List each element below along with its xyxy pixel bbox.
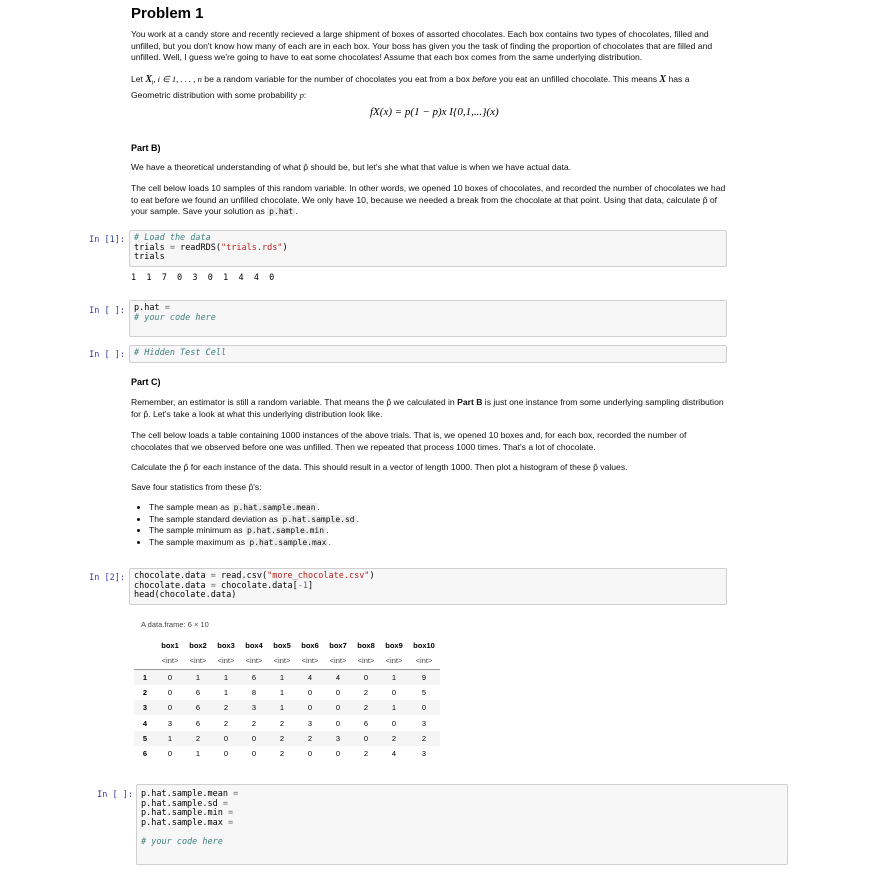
code-cell-p-hat[interactable]: p.hat = # your code here [129, 300, 727, 337]
row-name: 2 [142, 688, 148, 698]
table-cell: 0 [335, 688, 341, 698]
intro-paragraph: You work at a candy store and recently recieved a large shipment of boxes of assorted chocolates. Each box contains two types of chocolates, filled and unfilled, but you don't know how many of each are in each box. Your boss has given you the task of finding the proportion of chocolates that are filled and unfilled. Well, I guess we're going to have to eat some chocolates! Assume that each box comes from the same underlying distribution. [131, 29, 713, 62]
cell-1-prompt: In [1]: [89, 235, 125, 245]
random-variable-paragraph: Let $X_i$, i ∈ 1, . . . , n be a random variable for the number of chocolates you eat from a box before you eat an unfilled chocolate. This means X has a Geometric distribution with some probability p: [131, 74, 690, 101]
table-cell: 0 [324, 700, 352, 715]
table-cell: 3 [324, 731, 352, 746]
part-c-paragraph-1: Remember, an estimator is still a random variable. That means the p̂ we calculated in Part B is just one instance from some underlying sampling distribution for p̂. Let's take a look at what this underlying distribution look like. [131, 397, 724, 419]
table-cell: 2 [408, 731, 440, 746]
column-header: box6 [301, 641, 319, 651]
column-header: box2 [189, 641, 207, 651]
table-cell: 1 [156, 731, 184, 746]
table-cell: 2 [296, 731, 324, 746]
table-cell: 0 [223, 749, 229, 759]
table-cell: 2 [380, 731, 408, 746]
part-b-paragraph-1: We have a theoretical understanding of what p̂ should be, but let's she what that value is when we have actual data. [131, 162, 572, 172]
code-cell-load-chocolate[interactable]: chocolate.data = read.csv("more_chocolate.csv") chocolate.data = chocolate.data[-1] head(chocolate.data) [129, 568, 727, 605]
part-c-paragraph-2: The cell below loads a table containing 1000 instances of the above trials. That is, we opened 10 boxes and, for each box, recorded the number of chocolates that we observed before one was unfilled. Then we repeated that process 1000 times. That's a lot of chocolate. [131, 430, 687, 452]
table-cell: 2 [279, 718, 285, 728]
table-cell: 0 [167, 688, 173, 698]
dataframe-table-wrap [134, 638, 440, 761]
table-row [134, 715, 440, 730]
column-type: <int> [352, 653, 380, 669]
cell-4-prompt: In [2]: [89, 573, 125, 583]
column-header: box10 [413, 641, 435, 651]
table-row [134, 731, 440, 746]
table-cell: 2 [279, 749, 285, 759]
column-type: <int> [380, 653, 408, 669]
column-header: box4 [245, 641, 263, 651]
table-cell: 4 [296, 669, 324, 685]
table-header-row [134, 638, 440, 653]
table-cell: 2 [352, 700, 380, 715]
table-cell: 1 [212, 669, 240, 685]
table-cell: 6 [184, 700, 212, 715]
column-type: <int> [268, 653, 296, 669]
part-c-heading: Part C) [131, 377, 161, 387]
types-corner [134, 653, 156, 669]
table-corner [134, 638, 156, 653]
table-types-row [134, 653, 440, 669]
table-row [134, 700, 440, 715]
column-header: box1 [161, 641, 179, 651]
statistics-list [131, 502, 726, 548]
cell-1-output: 1 1 7 0 3 0 1 4 4 0 [131, 273, 275, 283]
cell-5-prompt: In [ ]: [97, 790, 133, 800]
table-cell: 1 [268, 700, 296, 715]
table-cell: 4 [391, 749, 397, 759]
list-item: • The sample maximum as p.hat.sample.max . [149, 537, 726, 549]
part-b-heading: Part B) [131, 143, 161, 153]
table-cell: 3 [421, 718, 427, 728]
cell-2-prompt: In [ ]: [89, 306, 125, 316]
table-cell: 0 [408, 700, 440, 715]
table-cell: 0 [156, 700, 184, 715]
table-cell: 0 [391, 718, 397, 728]
dataframe-table [134, 638, 440, 761]
part-c-paragraph-4: Save four statistics from these p̂'s: [131, 482, 262, 492]
column-type: <int> [324, 653, 352, 669]
row-name: 4 [142, 718, 148, 728]
column-type: <int> [156, 653, 184, 669]
table-cell: 4 [324, 669, 352, 685]
table-cell: 3 [167, 718, 173, 728]
table-cell: 1 [195, 749, 201, 759]
column-type: <int> [184, 653, 212, 669]
table-cell: 3 [307, 718, 313, 728]
part-b-paragraph-2: The cell below loads 10 samples of this random variable. In other words, we opened 10 boxes of chocolates, and recorded the number of chocolates we had to eat before we found an unfilled chocolate. We only have 10, because we needed a break from the chocolate at that point. Using that data, calculate p̂ of your sample. Save your solution as p.hat . [131, 183, 726, 216]
pmf-formula: fX(x) = p(1 − p)x I{0,1,...}(x) [370, 106, 499, 118]
table-cell: 3 [240, 700, 268, 715]
table-cell: 2 [251, 718, 257, 728]
code-cell-load-trials[interactable]: # Load the data trials = readRDS("trials.rds") trials [129, 230, 727, 267]
table-cell: 3 [421, 749, 427, 759]
column-type: <int> [296, 653, 324, 669]
table-cell: 6 [363, 718, 369, 728]
code-cell-hidden-test[interactable]: # Hidden Test Cell [129, 345, 727, 363]
row-name: 3 [134, 700, 156, 715]
column-header: box7 [329, 641, 347, 651]
table-cell: 2 [223, 718, 229, 728]
table-cell: 2 [363, 749, 369, 759]
column-header: box9 [385, 641, 403, 651]
table-row [134, 685, 440, 700]
table-cell: 1 [279, 688, 285, 698]
table-cell: 0 [167, 749, 173, 759]
table-row [134, 669, 440, 685]
table-cell: 0 [240, 731, 268, 746]
row-name: 5 [134, 731, 156, 746]
column-header: box8 [357, 641, 375, 651]
code-cell-sample-stats[interactable]: p.hat.sample.mean = p.hat.sample.sd = p.hat.sample.min = p.hat.sample.max = # your code here [136, 784, 788, 865]
list-item: • The sample standard deviation as p.hat.sample.sd . [149, 514, 726, 526]
column-type: <int> [408, 653, 440, 669]
column-type: <int> [240, 653, 268, 669]
table-cell: 2 [268, 731, 296, 746]
column-header: box5 [273, 641, 291, 651]
list-item: • The sample minimum as p.hat.sample.min . [149, 525, 726, 537]
table-cell: 0 [212, 731, 240, 746]
cell-3-prompt: In [ ]: [89, 350, 125, 360]
table-cell: 2 [363, 688, 369, 698]
table-cell: 0 [251, 749, 257, 759]
table-cell: 0 [156, 669, 184, 685]
table-cell: 2 [184, 731, 212, 746]
table-cell: 2 [212, 700, 240, 715]
table-cell: 0 [352, 669, 380, 685]
table-cell: 0 [391, 688, 397, 698]
list-item: • The sample mean as p.hat.sample.mean . [149, 502, 726, 514]
table-cell: 0 [307, 749, 313, 759]
table-cell: 1 [268, 669, 296, 685]
part-c-paragraph-3: Calculate the p̂ for each instance of the data. This should result in a vector of length 1000. Then plot a histogram of these p̂ values. [131, 462, 628, 472]
table-cell: 1 [380, 700, 408, 715]
column-header: box3 [217, 641, 235, 651]
table-cell: 1 [184, 669, 212, 685]
column-type: <int> [212, 653, 240, 669]
table-cell: 1 [380, 669, 408, 685]
table-cell: 0 [352, 731, 380, 746]
table-cell: 1 [223, 688, 229, 698]
problem-title: Problem 1 [131, 5, 204, 22]
table-cell: 0 [296, 700, 324, 715]
inline-code: p.hat [269, 207, 294, 216]
table-cell: 9 [408, 669, 440, 685]
table-cell: 8 [251, 688, 257, 698]
table-cell: 6 [195, 718, 201, 728]
table-cell: 0 [335, 718, 341, 728]
table-cell: 6 [195, 688, 201, 698]
table-cell: 5 [421, 688, 427, 698]
table-row [134, 746, 440, 761]
table-cell: 0 [335, 749, 341, 759]
row-name: 1 [134, 669, 156, 685]
row-name: 6 [142, 749, 148, 759]
dataframe-caption: A data.frame: 6 × 10 [141, 620, 209, 629]
table-cell: 0 [307, 688, 313, 698]
table-cell: 6 [240, 669, 268, 685]
